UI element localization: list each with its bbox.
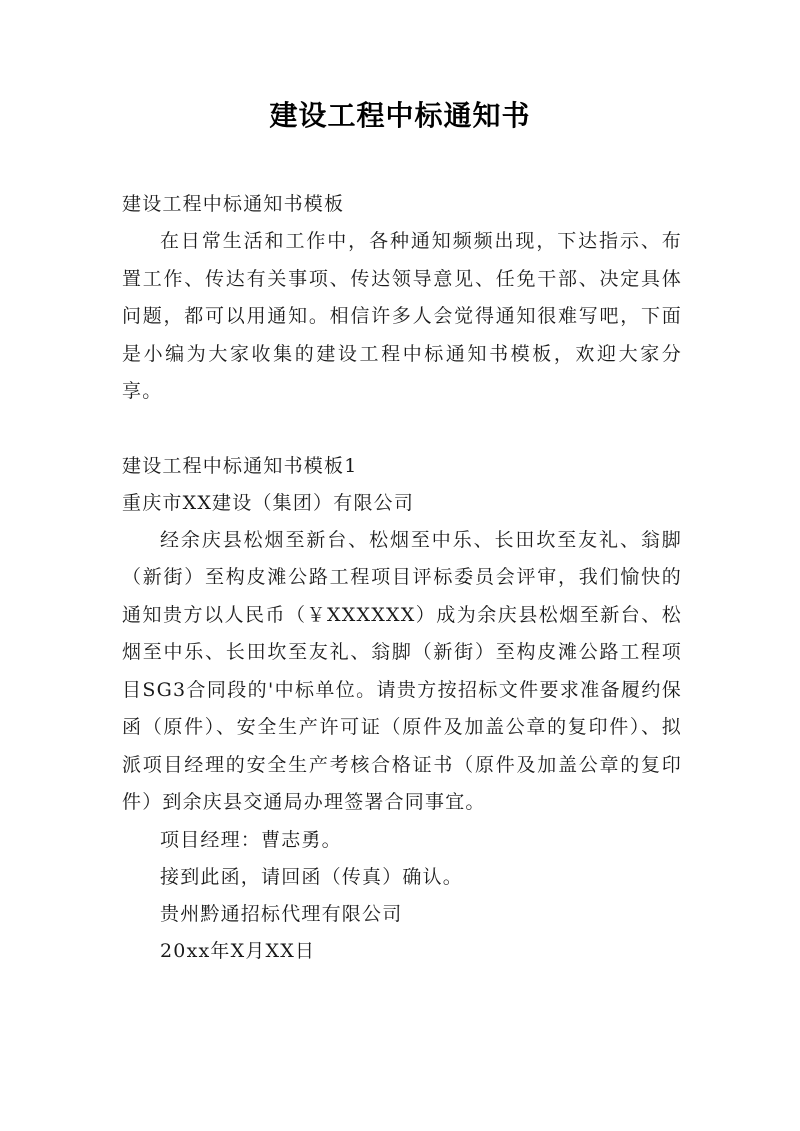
date-line: 20xx年X月XX日 xyxy=(160,939,316,962)
spacer xyxy=(122,411,682,448)
intro-paragraph: 在日常生活和工作中，各种通知频频出现，下达指示、布置工作、传达有关事项、传达领导意见、任免干部、决定具体问题，都可以用通知。相信许多人会觉得通知很难写吧，下面是小编为大家收集的建设工程中标通知书模板，欢迎大家分享。 xyxy=(122,230,682,402)
template1-heading: 建设工程中标通知书模板1 xyxy=(122,454,358,477)
confirm-line: 接到此函，请回函（传真）确认。 xyxy=(160,865,464,888)
recipient-line: 重庆市XX建设（集团）有限公司 xyxy=(122,491,415,514)
template-heading: 建设工程中标通知书模板 xyxy=(122,193,345,215)
project-manager-line: 项目经理：曹志勇。 xyxy=(160,828,342,851)
notice-body-paragraph: 经余庆县松烟至新台、松烟至中乐、长田坎至友礼、翁脚（新街）至构皮滩公路工程项目评标委员会评审，我们愉快的通知贵方以人民币（￥XXXXXX）成为余庆县松烟至新台、松烟至中乐、长田坎至友礼、翁脚（新街）至构皮滩公路工程项目SG3合同段的'中标单位。请贵方按招标文件要求准备履约保函（原件）、安全生产许可证（原件及加盖公章的复印件）、拟派项目经理的安全生产考核合格证书（原件及加盖公章的复印件）到余庆县交通局办理签署合同事宜。 xyxy=(122,528,682,813)
document-title: 建设工程中标通知书 xyxy=(269,99,531,132)
document-body xyxy=(122,186,682,970)
issuer-line: 贵州黔通招标代理有限公司 xyxy=(160,902,403,925)
